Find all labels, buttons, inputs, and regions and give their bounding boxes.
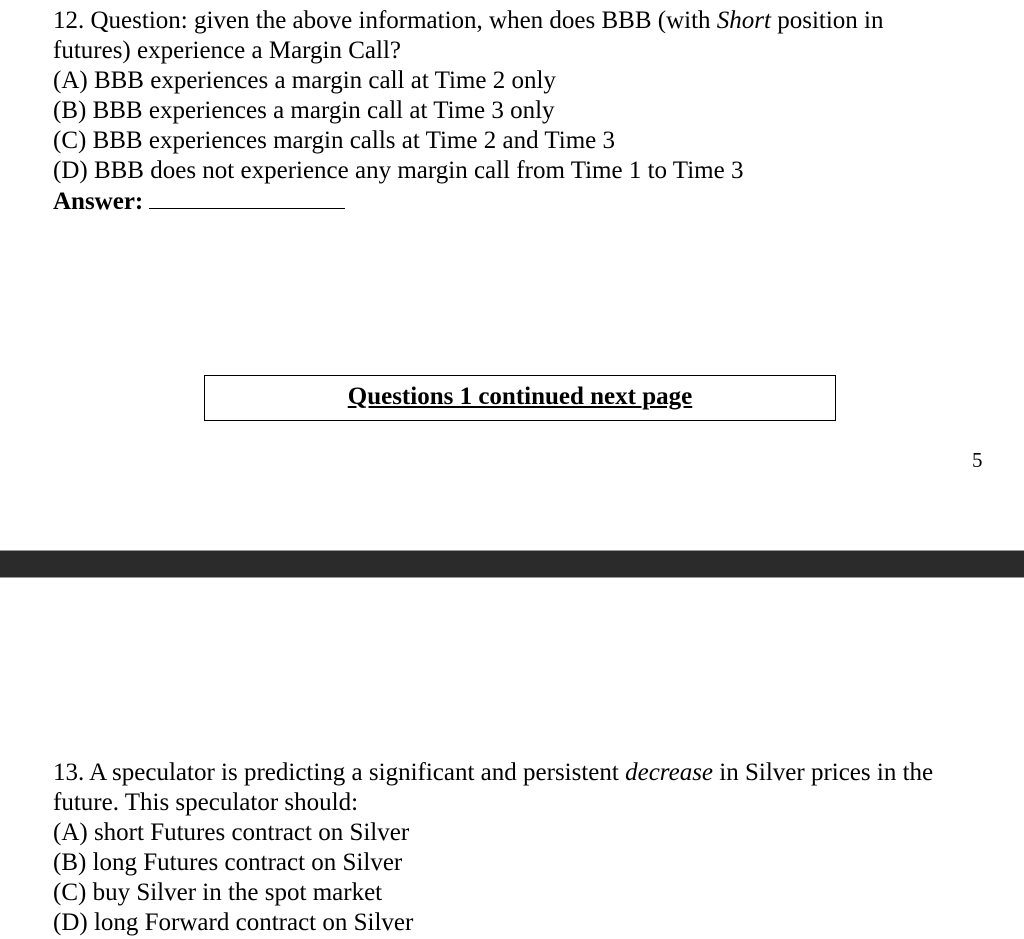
page-6 bbox=[0, 578, 1024, 939]
question-12-stem-text: 12. Question: given the above information, when does BBB (with bbox=[53, 7, 717, 34]
question-12-stem-text-end: position in bbox=[770, 7, 884, 34]
question-13-option-d: (D) long Forward contract on Silver bbox=[53, 909, 414, 936]
question-12-stem-line-2: futures) experience a Margin Call? bbox=[53, 37, 401, 64]
question-12-answer-row bbox=[53, 186, 964, 217]
question-13-stem-text: 13. A speculator is predicting a significant and persistent bbox=[53, 759, 626, 786]
question-13-stem-emphasis: decrease bbox=[625, 759, 714, 786]
question-13-option-c: (C) buy Silver in the spot market bbox=[53, 879, 383, 906]
answer-label: Answer: bbox=[53, 188, 144, 215]
question-12-option-d: (D) BBB does not experience any margin call from Time 1 to Time 3 bbox=[53, 157, 744, 184]
answer-blank-line bbox=[149, 186, 345, 209]
question-13-option-b: (B) long Futures contract on Silver bbox=[53, 849, 403, 876]
question-12 bbox=[53, 6, 964, 217]
question-12-option-c: (C) BBB experiences margin calls at Time 2 and Time 3 bbox=[53, 127, 615, 154]
question-13-stem bbox=[53, 758, 964, 818]
question-12-stem-line-1 bbox=[53, 6, 964, 36]
question-13-stem-text-end: in Silver prices in the future. This speculator should: bbox=[53, 759, 934, 816]
question-12-stem-emphasis: Short bbox=[716, 7, 771, 34]
question-12-option-b: (B) BBB experiences a margin call at Time 3 only bbox=[53, 97, 555, 124]
continued-notice-box bbox=[204, 375, 836, 421]
continued-notice-text: Questions 1 continued next page bbox=[347, 383, 693, 410]
question-13-option-a: (A) short Futures contract on Silver bbox=[53, 819, 410, 846]
page-number: 5 bbox=[972, 448, 983, 472]
question-13 bbox=[53, 758, 964, 938]
question-12-option-a: (A) BBB experiences a margin call at Time 2 only bbox=[53, 67, 556, 94]
page-separator bbox=[0, 550, 1024, 578]
